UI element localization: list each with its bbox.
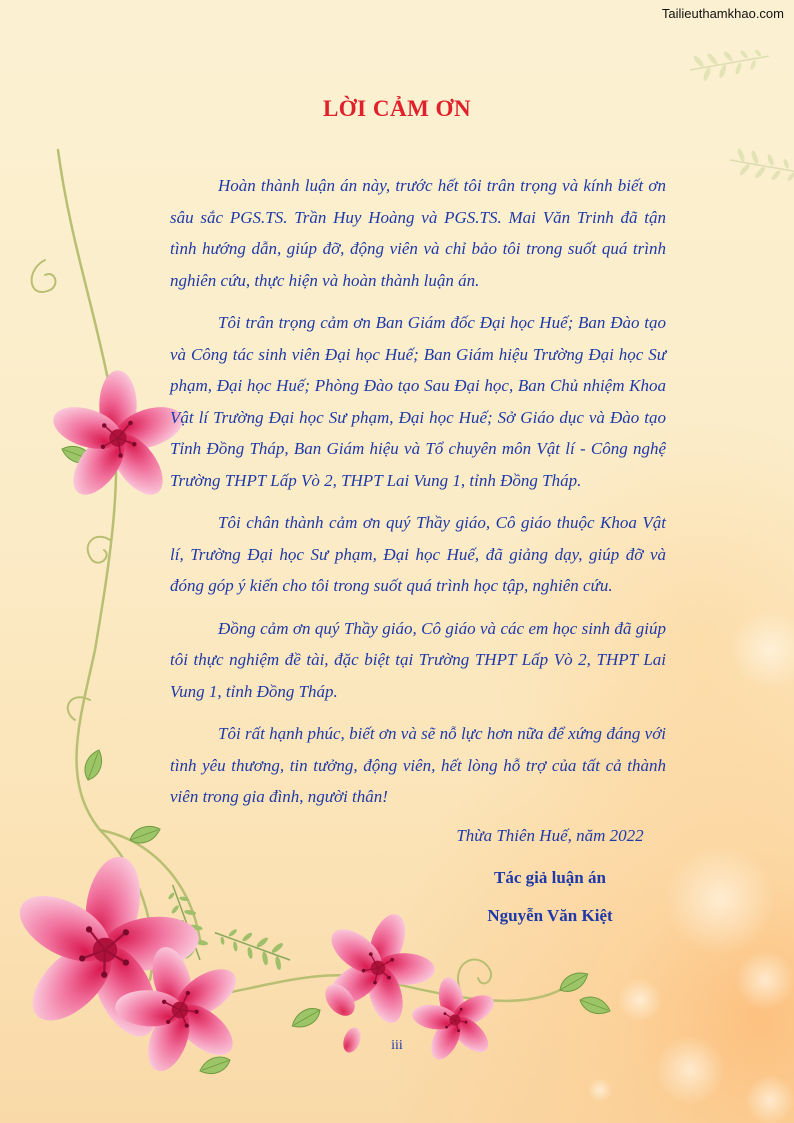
- signature-role: Tác giả luận án: [494, 868, 606, 887]
- signature-name: Nguyễn Văn Kiệt: [487, 906, 613, 925]
- flower-left-middle: [48, 371, 188, 504]
- paragraph: Đồng cảm ơn quý Thầy giáo, Cô giáo và các em học sinh đã giúp tôi thực nghiệm đề tài, đặc biệt tại Trường THPT Lấp Vò 2, THPT Lai Vung 1, tỉnh Đồng Tháp.: [170, 618, 666, 701]
- paragraph: Tôi trân trọng cảm ơn Ban Giám đốc Đại học Huế; Ban Đào tạo và Công tác sinh viên Đại học Huế; Ban Giám hiệu Trường Đại học Sư phạm, Đại học Huế; Phòng Đào tạo Sau Đại học, Ban Chủ nhiệm Khoa Vật lí Trường Đại học Sư phạm, Đại học Huế; Sở Giáo dục và Đào tạo Tỉnh Đồng Tháp, Ban Giám hiệu và Tổ chuyên môn Vật lí - Công nghệ Trường THPT Lấp Vò 2, THPT Lai Vung 1, tỉnh Đồng Tháp.: [170, 313, 666, 490]
- page-title: LỜI CẢM ƠN: [322, 96, 472, 121]
- signature-place-date: Thừa Thiên Huế, năm 2022: [456, 826, 644, 845]
- paragraph: Tôi rất hạnh phúc, biết ơn và sẽ nỗ lực hơn nữa để xứng đáng với tình yêu thương, tin tưởng, động viên, hết lòng hỗ trợ của tất cả thành viên trong gia đình, người thân!: [170, 724, 666, 806]
- paragraph: Hoàn thành luận án này, trước hết tôi trân trọng và kính biết ơn sâu sắc PGS.TS. Trần Huy Hoàng và PGS.TS. Mai Văn Trinh đã tận tình hướng dẫn, giúp đỡ, động viên và chỉ bảo tôi trong suốt quá trình nghiên cứu, thực hiện và hoàn thành luận án.: [170, 176, 666, 290]
- watermark: Tailieuthamkhao.com: [661, 6, 784, 21]
- paragraph: Tôi chân thành cảm ơn quý Thầy giáo, Cô giáo thuộc Khoa Vật lí, Trường Đại học Sư phạm, Đại học Huế, đã giảng dạy, giúp đỡ và đóng góp ý kiến cho tôi trong suốt quá trình học tập, nghiên cứu.: [170, 513, 666, 595]
- acknowledgement-body: [170, 170, 666, 824]
- page-number: iii: [391, 1038, 403, 1053]
- flower-bottom-right-small: [403, 970, 506, 1069]
